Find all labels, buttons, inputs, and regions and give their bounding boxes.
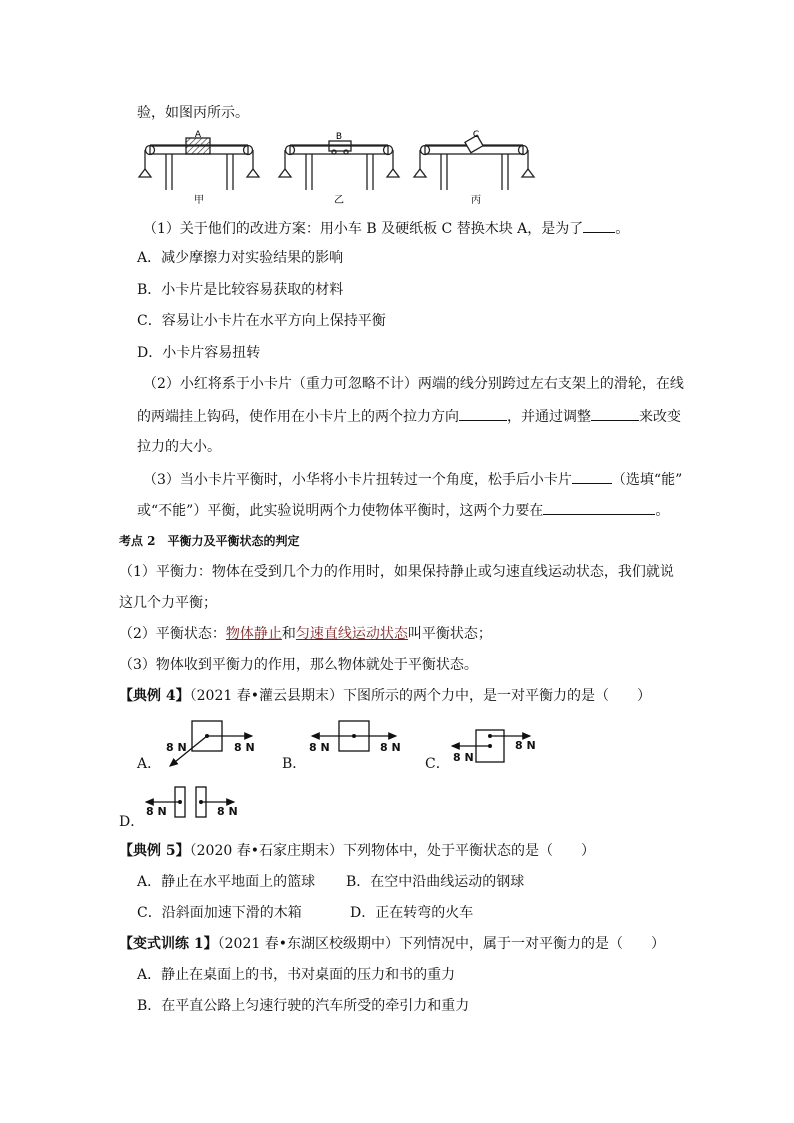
q1-option-d[interactable]: D．小卡片容易扭转 bbox=[137, 345, 261, 361]
q3-line1: （3）当小卡片平衡时，小华将小卡片扭转过一个角度，松手后小卡片 （选填“能” bbox=[143, 469, 682, 489]
example4-option-a-label[interactable]: A． bbox=[137, 756, 162, 772]
force-label: 8 N bbox=[309, 741, 330, 754]
q3-line2: 或“不能”）平衡，此实验说明两个力使物体平衡时，这两个力要在 。 bbox=[137, 500, 669, 520]
caption-bing: 丙 bbox=[471, 195, 481, 206]
term-static: 物体静止 bbox=[225, 626, 282, 642]
example5-option-b[interactable]: B．在空中沿曲线运动的钢球 bbox=[346, 874, 525, 890]
variant1-stem: 【变式训练 1】（2021 春•东湖区校级期中）下列情况中，属于一对平衡力的是（ ） bbox=[119, 936, 665, 952]
kp2-point1-line1: （1）平衡力：物体在受到几个力的作用时，如果保持静止或匀速直线运动状态，我们就说 bbox=[119, 564, 674, 580]
variant1-option-a[interactable]: A．静止在桌面上的书，书对桌面的压力和书的重力 bbox=[137, 967, 456, 983]
example4-option-b-label[interactable]: B． bbox=[282, 756, 307, 772]
q1-option-b[interactable]: B．小卡片是比较容易获取的材料 bbox=[137, 282, 344, 298]
kp2-point1-line2: 这几个力平衡； bbox=[119, 595, 217, 611]
force-label: 8 N bbox=[146, 805, 167, 818]
force-label: 8 N bbox=[234, 741, 255, 754]
example5-option-c[interactable]: C．沿斜面加速下滑的木箱 bbox=[137, 905, 302, 921]
kp2-point3: （3）物体收到平衡力的作用，那么物体就处于平衡状态。 bbox=[119, 657, 478, 673]
caption-yi: 乙 bbox=[334, 195, 344, 206]
q2-line1: （2）小红将系于小卡片（重力可忽略不计）两端的线分别跨过左右支架上的滑轮，在线 bbox=[143, 376, 684, 392]
force-label: 8 N bbox=[515, 739, 536, 752]
label-b: B bbox=[335, 132, 343, 142]
caption-jia: 甲 bbox=[194, 195, 204, 206]
example5-option-a[interactable]: A．静止在水平地面上的篮球 bbox=[137, 874, 316, 890]
label-a: A bbox=[194, 130, 202, 140]
q1-option-c[interactable]: C．容易让小卡片在水平方向上保持平衡 bbox=[137, 313, 386, 329]
force-label: 8 N bbox=[166, 741, 187, 754]
force-label: 8 N bbox=[453, 751, 474, 764]
q2-line3: 拉力的大小。 bbox=[137, 439, 221, 455]
force-label: 8 N bbox=[380, 741, 401, 754]
example5-option-d[interactable]: D．正在转弯的火车 bbox=[350, 905, 474, 921]
kp2-point2: （2）平衡状态：物体静止和匀速直线运动状态叫平衡状态； bbox=[119, 626, 492, 642]
example5-stem: 【典例 5】（2020 春•石家庄期末）下列物体中，处于平衡状态的是（ ） bbox=[119, 843, 595, 859]
example4-option-d-label[interactable]: D． bbox=[119, 814, 145, 830]
label-c: C bbox=[472, 130, 480, 140]
q1-option-a[interactable]: A．减少摩擦力对实验结果的影响 bbox=[137, 250, 344, 266]
intro-text: 验，如图丙所示。 bbox=[137, 105, 249, 121]
term-uniform-motion: 匀速直线运动状态 bbox=[295, 626, 408, 642]
example4-stem: 【典例 4】（2021 春•灌云县期末）下图所示的两个力中，是一对平衡力的是（ ） bbox=[119, 688, 651, 704]
section-title: 考点 2 平衡力及平衡状态的判定 bbox=[119, 534, 300, 548]
q2-line2: 的两端挂上钩码，使作用在小卡片上的两个拉力方向 ，并通过调整 来改变 bbox=[137, 406, 681, 426]
force-label: 8 N bbox=[217, 805, 238, 818]
example4-option-c-label[interactable]: C． bbox=[425, 756, 450, 772]
q1-stem: （1）关于他们的改进方案：用小车 B 及硬纸板 C 替换木块 A，是为了 。 bbox=[143, 218, 629, 238]
variant1-option-b[interactable]: B．在平直公路上匀速行驶的汽车所受的牵引力和重力 bbox=[137, 998, 470, 1014]
